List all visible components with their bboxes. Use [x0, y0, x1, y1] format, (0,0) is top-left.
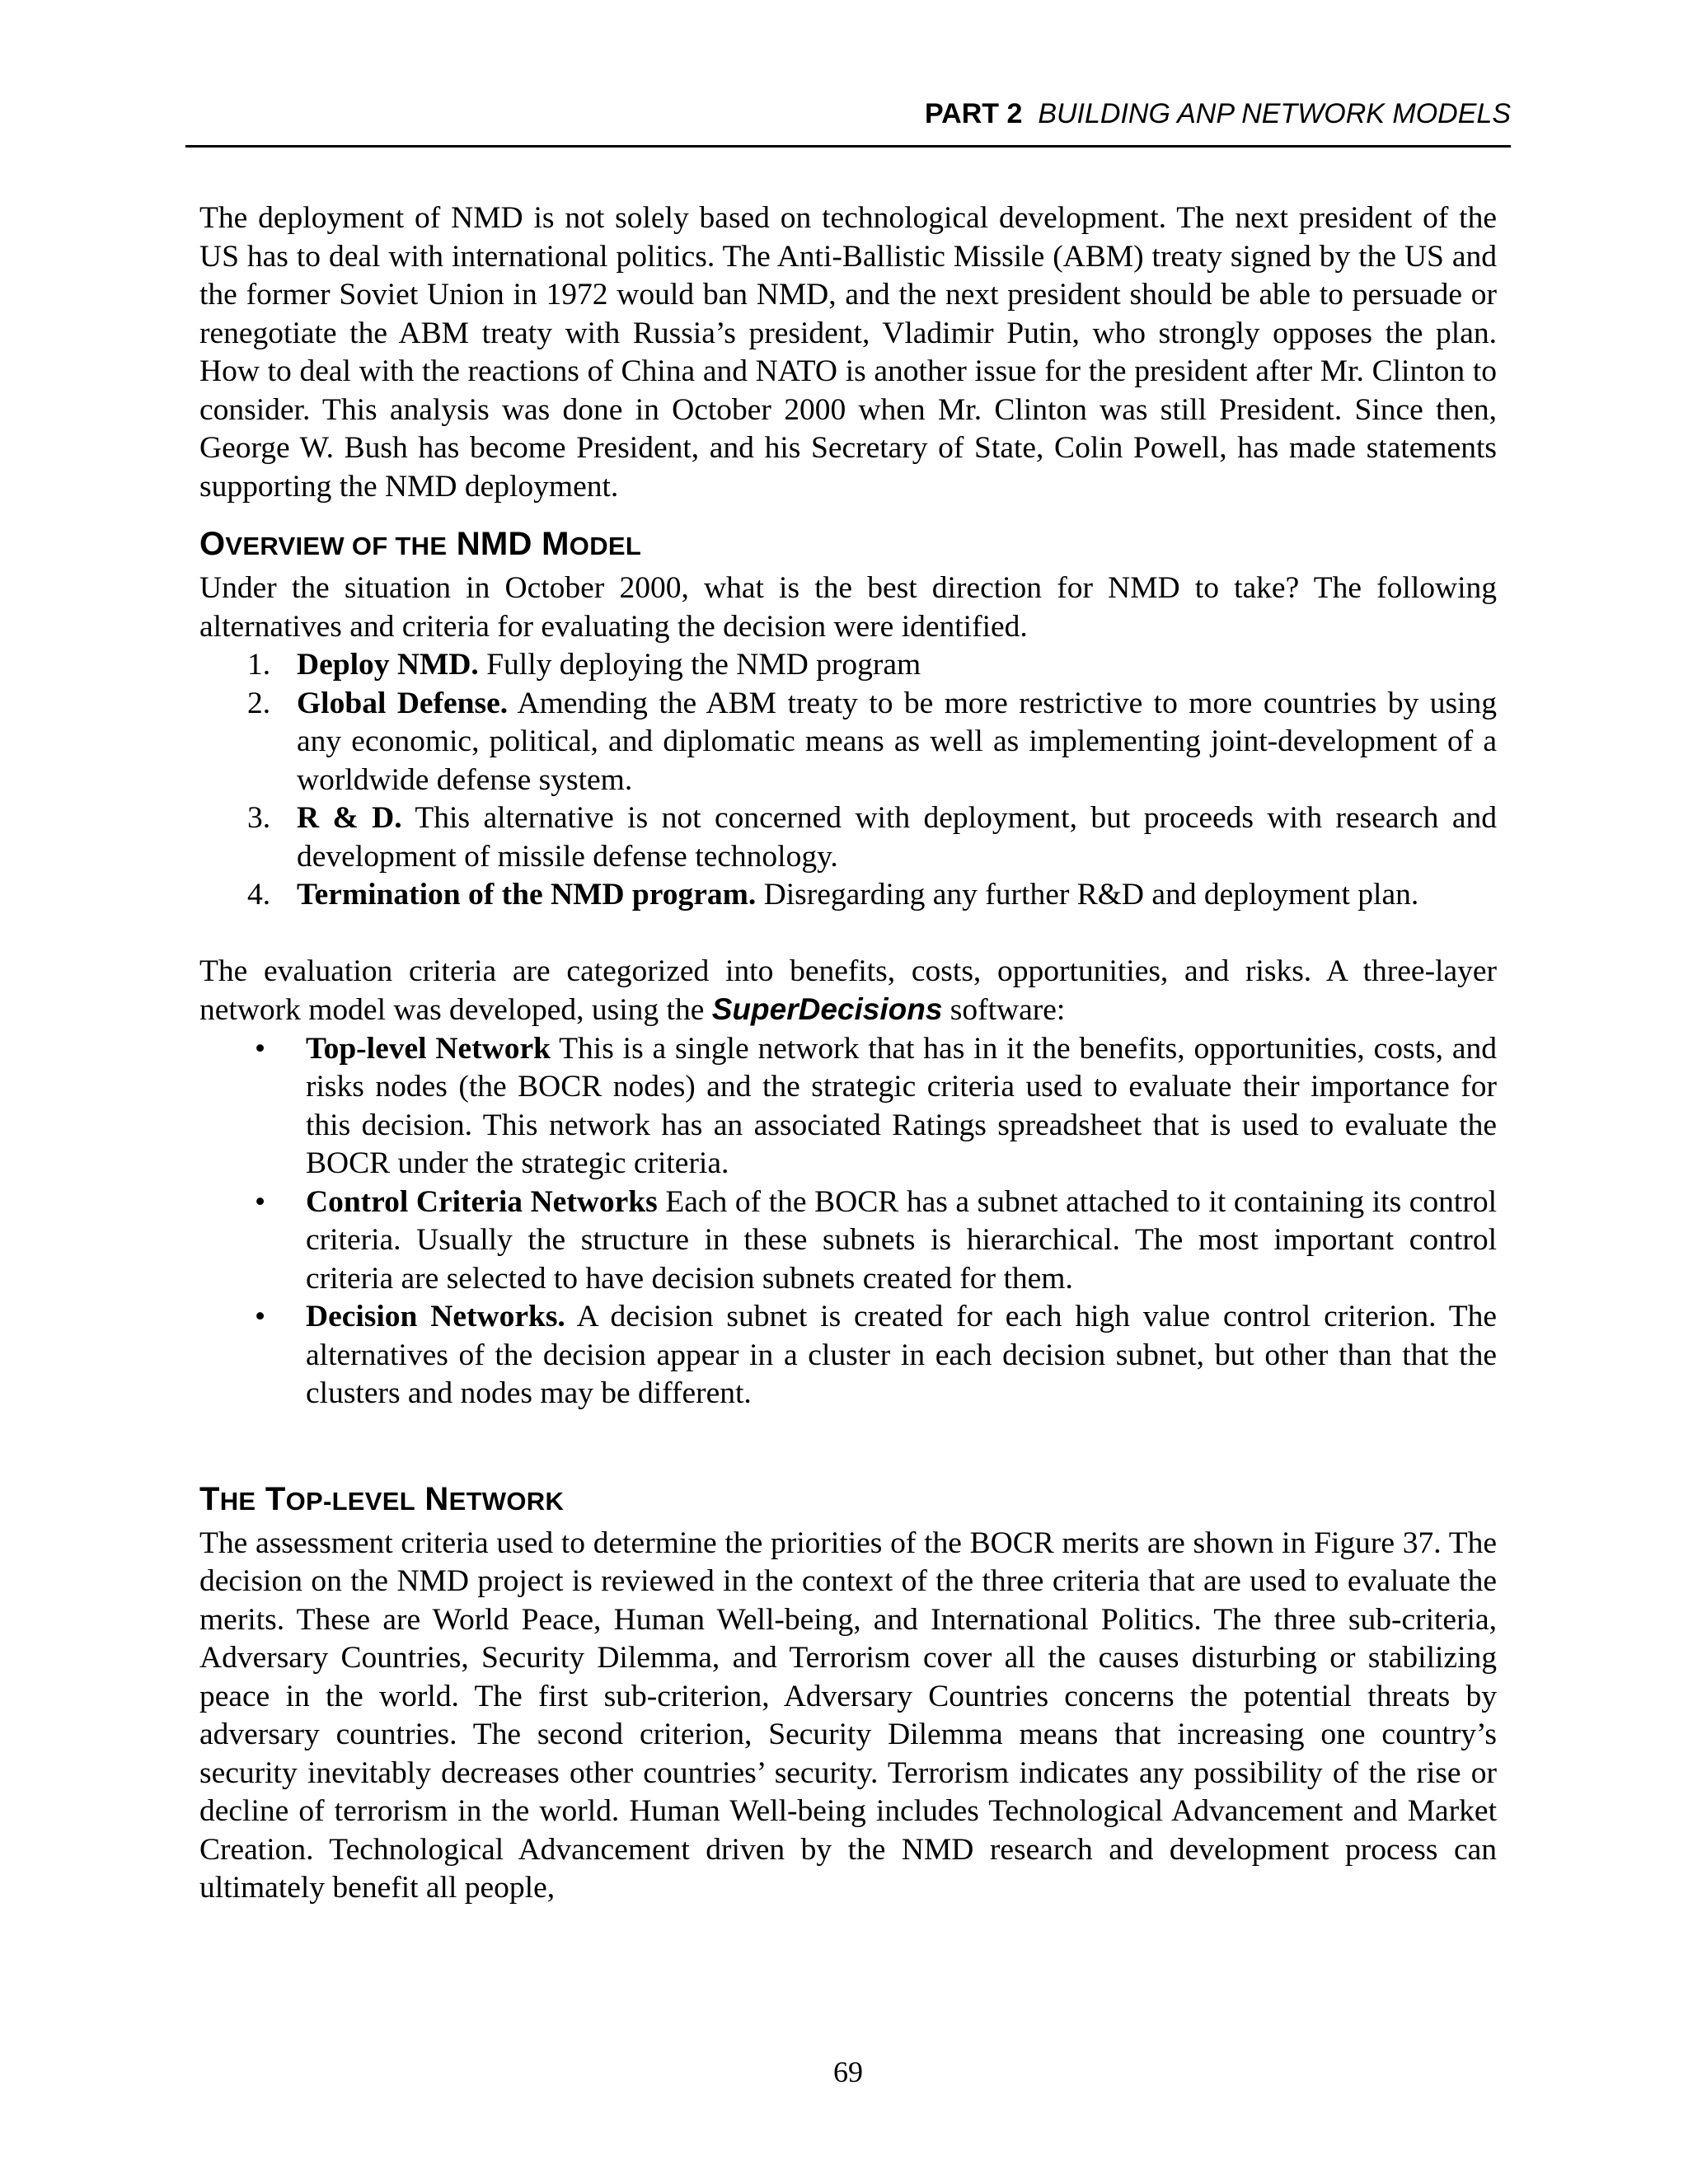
list-number: 3. — [247, 801, 271, 835]
list-item — [199, 799, 1497, 876]
list-number: 4. — [247, 878, 271, 912]
list-item-title: Decision Networks. — [306, 1300, 565, 1333]
software-name: SuperDecisions — [711, 992, 943, 1026]
list-item-text: Each of the BOCR has a subnet attached to it containing its control criteria. Usually the structure in these subnets is hierarchical. The most important control criteria are selected to have decision subnets created for them. — [306, 1184, 1497, 1296]
heading-text: N — [424, 1480, 449, 1517]
header-part-label: PART 2 — [925, 98, 1023, 129]
heading-text: NMD — [456, 526, 532, 562]
list-number: 1. — [247, 648, 271, 682]
paragraph-text: The evaluation criteria are categorized into benefits, costs, opportunities, and risks. A three-layer network model was developed, using the — [199, 954, 1497, 1027]
list-item-text: Disregarding any further R&D and deployment plan. — [756, 878, 1419, 912]
header-rule — [185, 145, 1511, 148]
list-item-title: R & D. — [297, 801, 402, 835]
list-item — [199, 1030, 1497, 1183]
bullet-marker: • — [255, 1184, 266, 1219]
heading-text: OP-LEVEL — [285, 1486, 415, 1516]
heading-text: M — [542, 526, 570, 562]
list-item-title: Top-level Network — [306, 1031, 551, 1066]
top-level-paragraph: The assessment criteria used to determine the priorities of the BOCR merits are shown in Figure 37. The decision on the NMD project is reviewed in the context of the three criteria that are used to evaluate the merits. These are World Peace, Human Well-being, and International Politics. The three sub-criteria, Adversary Countries, Security Dilemma, and Terrorism cover all the causes disturbing or stabilizing peace in the world. The first sub-criterion, Adversary Countries concerns the potential threats by adversary countries. The second criterion, Security Dilemma means that increasing one country’s security inevitably decreases other countries’ security. Terrorism indicates any possibility of the rise or decline of terrorism in the world. Human Well-being includes Technological Advancement and Market Creation. Technological Advancement driven by the NMD research and development process can ultimately benefit all people, — [199, 1526, 1497, 1905]
section-heading-overview — [199, 523, 1497, 568]
list-item-text: A decision subnet is created for each high value control criterion. The alternatives of the decision appear in a cluster in each decision subnet, but other than that the clusters and nodes may be different. — [306, 1300, 1498, 1410]
heading-text: ODEL — [569, 532, 642, 560]
list-item-title: Control Criteria Networks — [306, 1184, 658, 1219]
heading-text: T — [265, 1480, 286, 1517]
list-number: 2. — [247, 686, 271, 720]
list-item — [199, 685, 1497, 800]
paragraph-text: software: — [942, 993, 1066, 1027]
list-item — [199, 876, 1497, 915]
page-number: 69 — [833, 2055, 863, 2088]
running-header — [185, 97, 1511, 130]
bullet-marker: • — [255, 1300, 266, 1333]
bullet-marker: • — [255, 1031, 266, 1066]
list-item-text: This alternative is not concerned with deployment, but proceeds with research and development of missile defense technology. — [297, 801, 1497, 874]
list-item-title: Global Defense. — [297, 686, 509, 720]
list-item — [199, 1183, 1497, 1299]
intro-paragraph: The deployment of NMD is not solely based on technological development. The next president of the US has to deal with international politics. The Anti-Ballistic Missile (ABM) treaty signed by the US and the former Soviet Union in 1972 would ban NMD, and the next president should be able to persuade or renegotiate the ABM treaty with Russia’s president, Vladimir Putin, who strongly opposes the plan. How to deal with the reactions of China and NATO is another issue for the president after Mr. Clinton to consider. This analysis was done in October 2000 when Mr. Clinton was still President. Since then, George W. Bush has become President, and his Secretary of State, Colin Powell, has made statements supporting the NMD deployment. — [199, 201, 1497, 504]
overview-lead-paragraph: Under the situation in October 2000, what is the best direction for NMD to take? The following alternatives and criteria for evaluating the decision were identified. — [199, 571, 1497, 644]
heading-text: T — [199, 1480, 220, 1517]
list-item-text: Fully deploying the NMD program — [478, 648, 921, 682]
heading-text: ETWORK — [448, 1486, 565, 1516]
list-item-title: Deploy NMD. — [297, 648, 479, 682]
list-item-title: Termination of the NMD program. — [297, 878, 757, 912]
page-body — [199, 199, 1497, 1908]
section-heading-top-level-network — [199, 1478, 1497, 1523]
heading-text: HE — [219, 1486, 256, 1516]
criteria-paragraph — [199, 953, 1497, 1030]
networks-bullet-list — [199, 1030, 1497, 1413]
header-section-title: BUILDING ANP NETWORK MODELS — [1038, 98, 1511, 129]
heading-text: O — [199, 526, 226, 562]
list-item-text: This is a single network that has in it the benefits, opportunities, costs, and risks nodes (the BOCR nodes) and the strategic criteria used to evaluate their importance for this decision. This network has an associated Ratings spreadsheet that is used to evaluate the BOCR under the strategic criteria. — [306, 1031, 1497, 1180]
alternatives-list — [199, 646, 1497, 915]
list-item — [199, 1298, 1497, 1413]
list-item — [199, 646, 1497, 685]
list-item-text: Amending the ABM treaty to be more restrictive to more countries by using any economic, political, and diplomatic means as well as implementing joint-development of a worldwide defense system. — [297, 686, 1497, 797]
heading-text: VERVIEW OF THE — [225, 532, 448, 560]
